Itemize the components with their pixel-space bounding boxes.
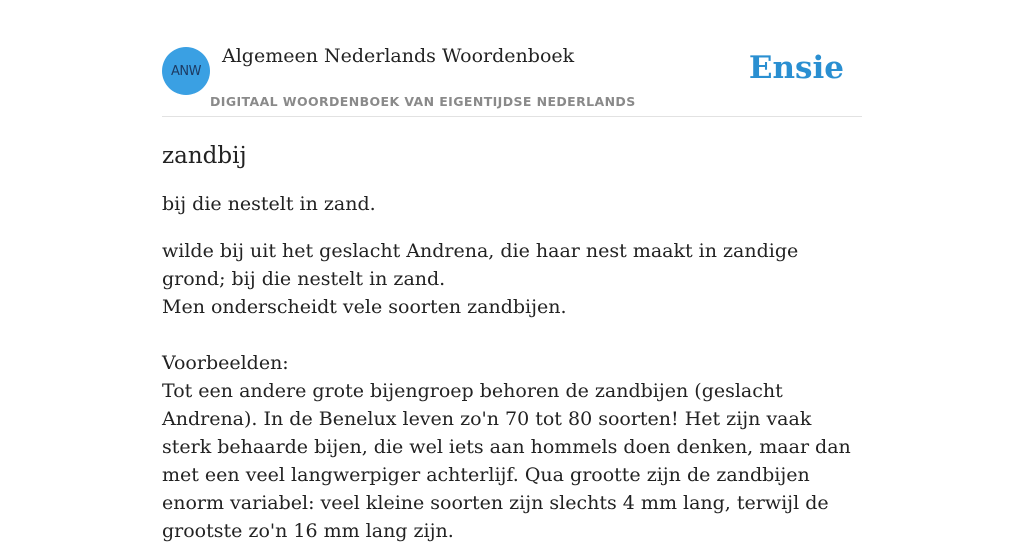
logo-text: ANW xyxy=(171,63,201,79)
site-subtitle: DIGITAAL WOORDENBOEK VAN EIGENTIJDSE NEDERLANDS xyxy=(210,94,636,109)
site-title[interactable]: Algemeen Nederlands Woordenboek xyxy=(222,45,575,67)
examples-label: Voorbeelden: xyxy=(162,352,289,374)
entry-content xyxy=(162,141,862,545)
site-header xyxy=(162,0,862,117)
anw-logo[interactable] xyxy=(162,47,210,95)
example-text: Tot een andere grote bijengroep behoren de zandbijen (geslacht Andrena). In de Benelux leven zo'n 70 tot 80 soorten! Het zijn vaak sterk behaarde bijen, die wel iets aan hommels doen denken, maar dan met een veel langwerpiger achterlijf. Qua grootte zijn de zandbijen enorm variabel: veel kleine soorten zijn slechts 4 mm lang, terwijl de grootste zo'n 16 mm lang zijn. xyxy=(162,380,851,542)
short-definition: bij die nestelt in zand. xyxy=(162,193,376,215)
spacer xyxy=(162,321,862,349)
definition-note: Men onderscheidt vele soorten zandbijen. xyxy=(162,296,567,318)
ensie-brand-logo[interactable]: Ensie xyxy=(748,50,844,86)
entry-headword: zandbij xyxy=(162,143,247,169)
page xyxy=(162,0,862,545)
definition-text: wilde bij uit het geslacht Andrena, die haar nest maakt in zandige grond; bij die nestelt in zand. xyxy=(162,240,799,290)
full-definition xyxy=(162,237,862,545)
